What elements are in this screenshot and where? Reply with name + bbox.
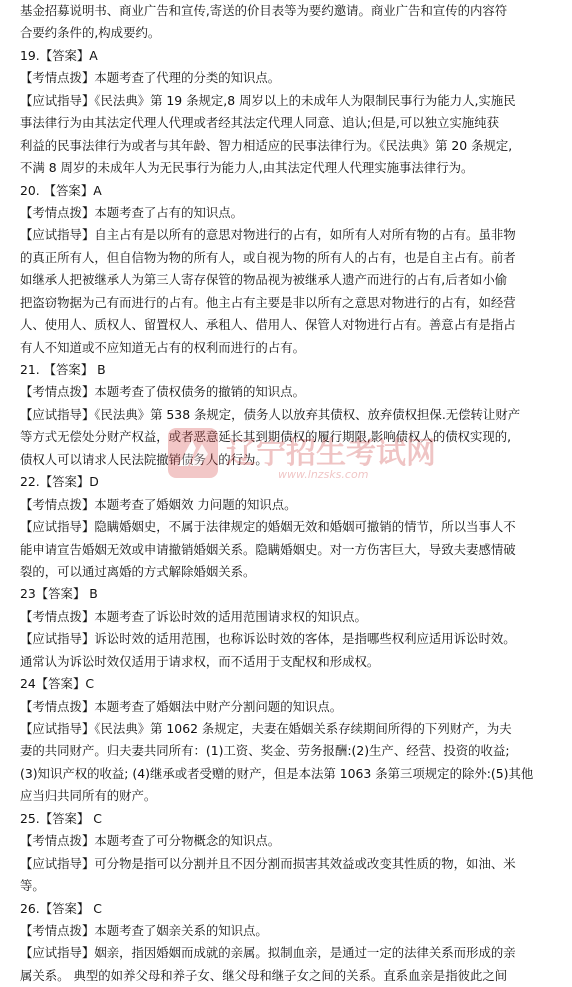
text-line: 【考情点拨】本题考查了可分物概念的知识点。 <box>20 833 281 849</box>
text-line: 【考情点拨】本题考查了代理的分类的知识点。 <box>20 70 281 86</box>
text-line: 能申请宣告婚姻无效或申请撤销婚姻关系。隐瞒婚姻史。对一方伤害巨大，导致夫妻感情破 <box>20 541 516 557</box>
text-line: 【考情点拨】本题考查了姻亲关系的知识点。 <box>20 922 268 938</box>
text-line: 属关系。 典型的如养父母和养子女、继父母和继子女之间的关系。直系血亲是指彼此之间 <box>20 967 508 983</box>
text-line: 【考情点拨】本题考查了婚姻法中财产分割问题的知识点。 <box>20 698 343 714</box>
text-line: 【应试指导】自主占有是以所有的意思对物进行的占有，如所有人对所有物的占有。虽非物 <box>20 227 516 243</box>
text-line: 妻的共同财产。归夫妻共同所有：(1)工资、奖金、劳务报酬:(2)生产、经营、投资的收益; <box>20 743 510 759</box>
text-line: 【应试指导】姻亲，指因婚姻而成就的亲属。拟制血亲，是通过一定的法律关系而形成的亲 <box>20 945 516 961</box>
text-line: 【考情点拨】本题考查了诉讼时效的适用范围请求权的知识点。 <box>20 608 367 624</box>
text-line: 债权人可以请求人民法院撤销债务人的行为。 <box>20 451 268 467</box>
text-line: 【应试指导】诉讼时效的适用范围，也称诉讼时效的客体，是指哪些权利应适用诉讼时效。 <box>20 631 516 647</box>
text-line: 24【答案】C <box>20 676 94 692</box>
text-line: 【考情点拨】本题考查了婚姻效 力问题的知识点。 <box>20 496 297 512</box>
text-line: 应当归共同所有的财产。 <box>20 788 157 804</box>
text-line: 23【答案】 B <box>20 586 98 602</box>
text-line: 利益的民事法律行为或者与其年龄、智力相适应的民事法律行为。《民法典》第 20 条规定, <box>20 137 513 153</box>
text-line: 【考情点拨】本题考查了债权债务的撤销的知识点。 <box>20 384 305 400</box>
document-body <box>20 0 552 987</box>
text-line: 等方式无偿处分财产权益，或者恶意延长其到期债权的履行期限,影响债权人的债权实现的, <box>20 429 512 445</box>
text-line: 21. 【答案】 B <box>20 362 106 377</box>
text-line: 人、使用人、质权人、留置权人、承租人、借用人、保管人对物进行占有。善意占有是指占 <box>20 317 516 333</box>
text-line: 【应试指导】《民法典》第 538 条规定，债务人以放弃其债权、放弃债权担保.无偿转让财产 <box>20 406 521 422</box>
text-line: 19.【答案】A <box>20 47 98 63</box>
watermark-url: www.lnzsks.com <box>278 468 369 481</box>
text-line: 22.【答案】D <box>20 474 99 490</box>
text-line: 不满 8 周岁的未成年人为无民事行为能力人,由其法定代理人代理实施事法律行为。 <box>20 160 474 176</box>
text-line: 20. 【答案】A <box>20 182 102 198</box>
text-line: 合要约条件的,构成要约。 <box>20 25 161 41</box>
watermark-title: 辽宁招生考试网 <box>226 436 436 471</box>
text-line: 把盗窃物据为己有而进行的占有。他主占有主要是非以所有之意思对物进行的占有，如经营 <box>20 294 516 310</box>
text-line: 【应试指导】《民法典》第 19 条规定,8 周岁以上的未成年人为限制民事行为能力人,实施民 <box>20 92 516 108</box>
text-line: 如继承人把被继承人为第三人寄存保管的物品视为被继承人遗产而进行的占有,后者如小偷 <box>20 272 508 288</box>
text-line: 【应试指导】《民法典》第 1062 条规定，夫妻在婚姻关系存续期间所得的下列财产，为夫 <box>20 721 512 736</box>
text-line: 有人不知道或不应知道无占有的权利而进行的占有。 <box>20 339 305 355</box>
text-line: 【应试指导】隐瞒婚姻史，不属于法律规定的婚姻无效和婚姻可撤销的情节，所以当事人不 <box>20 519 516 535</box>
text-line: 等。 <box>20 878 45 894</box>
text-line: (3)知识产权的收益; (4)继承或者受赠的财产，但是本法第 1063 条第三项规定的除外:(5)其他 <box>20 765 534 781</box>
text-line: 26.【答案】 C <box>20 900 102 916</box>
text-line: 25.【答案】 C <box>20 810 102 826</box>
text-line: 基金招募说明书、商业广告和宣传,寄送的价目表等为要约邀请。商业广告和宣传的内容符 <box>20 3 508 18</box>
text-line: 【考情点拨】本题考查了占有的知识点。 <box>20 204 244 220</box>
text-line: 事法律行为由其法定代理人代理或者经其法定代理人同意、追认;但是,可以独立实施纯获 <box>20 115 499 131</box>
text-line: 的真正所有人，但自信物为物的所有人，或自视为物的所有人的占有，也是自主占有。前者 <box>20 249 516 265</box>
text-line: 通常认为诉讼时效仅适用于请求权，而不适用于支配权和形成权。 <box>20 653 380 669</box>
text-line: 裂的，可以通过离婚的方式解除婚姻关系。 <box>20 563 256 579</box>
text-line: 【应试指导】可分物是指可以分割并且不因分割而损害其效益或改变其性质的物，如油、米 <box>20 855 516 871</box>
